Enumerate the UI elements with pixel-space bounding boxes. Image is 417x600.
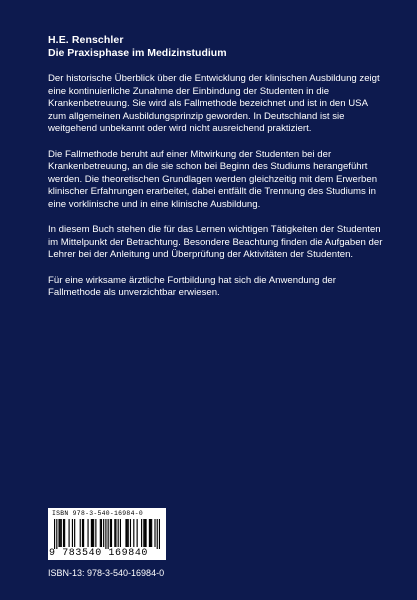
barcode-bar <box>95 519 96 547</box>
barcode-bar <box>101 519 102 547</box>
barcode-bar <box>61 519 62 547</box>
barcode-bar <box>87 519 88 547</box>
barcode-bar <box>150 519 151 547</box>
barcode <box>48 508 166 560</box>
barcode-bar <box>157 519 158 549</box>
barcode-bar <box>60 519 61 547</box>
barcode-bar <box>159 519 160 549</box>
barcode-bar <box>100 519 101 547</box>
barcode-bar <box>56 519 57 549</box>
barcode-digits: 9 783540 169840 <box>49 548 149 559</box>
barcode-bar <box>141 519 142 547</box>
barcode-bar <box>133 519 134 547</box>
barcode-bar <box>91 519 92 547</box>
barcode-bar <box>144 519 145 547</box>
barcode-bar <box>120 519 121 547</box>
book-title: Die Praxisphase im Medizinstudium <box>48 47 227 59</box>
barcode-bar <box>93 519 94 547</box>
barcode-bar <box>143 519 144 547</box>
barcode-bar <box>128 519 129 547</box>
barcode-bar <box>130 519 131 547</box>
barcode-bar <box>74 519 75 547</box>
barcode-bar <box>114 519 115 547</box>
barcode-bar <box>110 519 111 547</box>
barcode-bar <box>118 519 119 547</box>
blurb-paragraph: Für eine wirksame ärztliche Fortbildung hat sich die Anwendung der Fallmethode als unverzichtbar erwiesen. <box>48 274 336 299</box>
barcode-bar <box>125 519 126 547</box>
barcode-bar <box>64 519 65 547</box>
barcode-bars <box>54 519 160 549</box>
blurb-paragraph: Die Fallmethode beruht auf einer Mitwirkung der Studenten bei der Krankenbetreuung, an die sie schon bei Beginn des Studiums herangeführt werden. Die theoretischen Grundlagen werden gleichzeitig mit dem Erwerben klinischer Erfahrungen erarbeitet, dabei entfällt die Trennung des Studiums in eine vorklinische und in eine klinische Ausbildung. <box>48 148 378 210</box>
barcode-bar <box>151 519 152 547</box>
barcode-bar <box>111 519 112 547</box>
isbn-13-label: ISBN-13: 978-3-540-16984-0 <box>48 568 165 578</box>
blurb-paragraph: Der historische Überblick über die Entwicklung der klinischen Ausbildung zeigt eine kontinuierliche Zunahme der Einbindung der Studenten in die Krankenbetreuung. Sie wird als Fallmethode bezeichnet und ist in den USA zum allgemeinen Ausbildungsprinzip geworden. In Deutschland ist sie weitgehend unbekannt oder wird nicht ausreichend praktiziert. <box>48 73 380 135</box>
barcode-bar <box>69 519 70 547</box>
barcode-bar <box>103 519 104 547</box>
barcode-bar <box>115 519 116 547</box>
barcode-bar <box>149 519 150 547</box>
barcode-bar <box>92 519 93 547</box>
barcode-bar <box>63 519 64 547</box>
barcode-bar <box>58 519 59 547</box>
barcode-bar <box>83 519 84 547</box>
barcode-bar <box>108 519 109 549</box>
blurb-paragraph: In diesem Buch stehen die für das Lernen wichtigen Tätigkeiten der Studenten im Mittelpunkt der Betrachtung. Besondere Beachtung finden die Aufgaben der Lehrer bei der Anleitung und Überprüfung der Aktivitäten der Studenten. <box>48 224 383 261</box>
barcode-bar <box>54 519 55 549</box>
barcode-bar <box>154 519 155 547</box>
author-name: H.E. Renschler <box>48 34 124 46</box>
barcode-bar <box>137 519 138 547</box>
barcode-bar <box>82 519 83 547</box>
barcode-bar <box>127 519 128 547</box>
barcode-bar <box>105 519 106 549</box>
blurb-text <box>48 73 388 312</box>
barcode-bar <box>80 519 81 547</box>
barcode-bar <box>145 519 146 547</box>
barcode-isbn-label: ISBN 978-3-540-16984-0 <box>52 510 143 517</box>
barcode-bar <box>72 519 73 547</box>
